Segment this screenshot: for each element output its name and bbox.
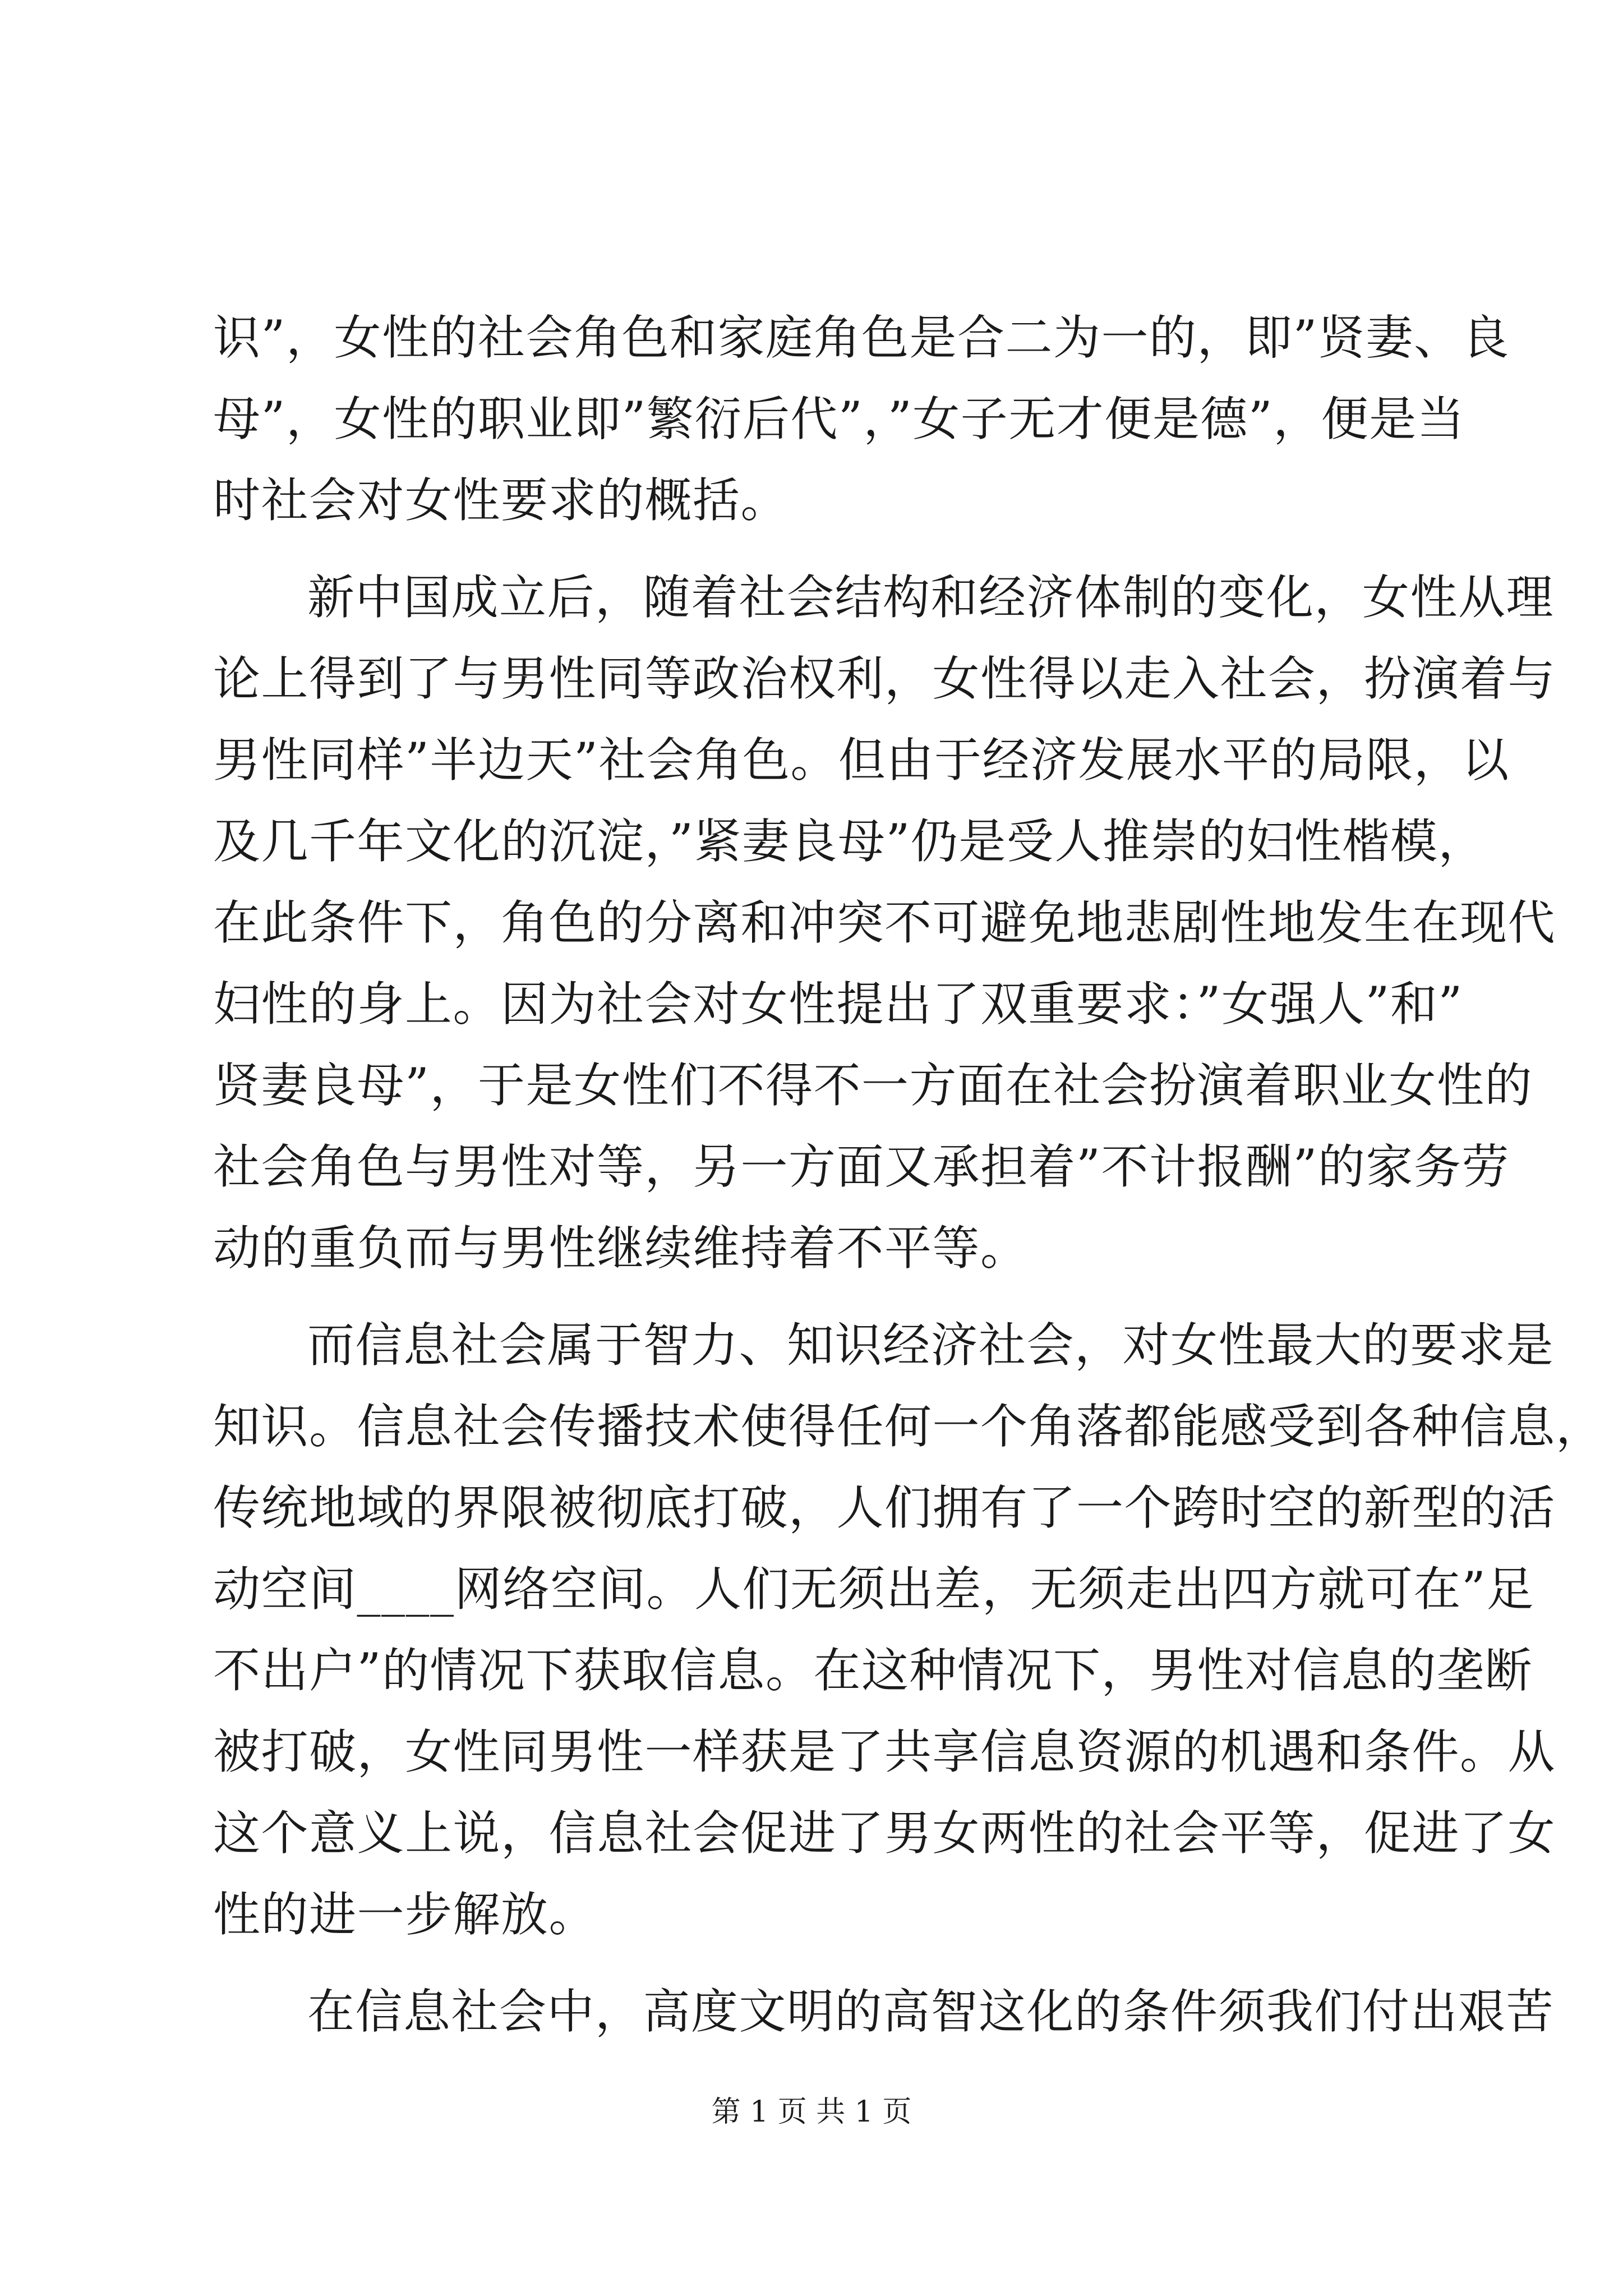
text-line: 知识。信息社会传播技术使得任何一个角落都能感受到各种信息， [213, 1399, 1604, 1454]
paragraph [213, 297, 1510, 541]
text-line: 被打破，女性同男性一样获是了共享信息资源的机遇和条件。从 [213, 1724, 1556, 1779]
text-line: 在信息社会中，高度文明的高智这化的条件须我们付出艰苦 [307, 1984, 1555, 2039]
page-footer: 第 1 页 共 1 页 [711, 2095, 912, 2129]
text-line: 而信息社会属于智力、知识经济社会，对女性最大的要求是 [307, 1318, 1555, 1373]
text-line: 新中国成立后，随着社会结构和经济体制的变化，女性从理 [307, 570, 1555, 625]
paragraph [213, 557, 1556, 1289]
text-line: 传统地域的界限被彻底打破，人们拥有了一个跨时空的新型的活 [213, 1480, 1556, 1535]
text-line: 时社会对女性要求的概括。 [213, 473, 789, 528]
text-line: 在此条件下，角色的分离和冲突不可避免地悲剧性地发生在现代 [213, 895, 1556, 950]
text-line: 妇性的身上。因为社会对女性提出了双重要求：”女强人”和” [213, 977, 1463, 1032]
text-line: 性的进一步解放。 [213, 1887, 597, 1942]
document-body [213, 297, 1604, 2053]
text-line: 贤妻良母”，于是女性们不得不一方面在社会扮演着职业女性的 [213, 1058, 1533, 1113]
text-line: 及几千年文化的沉淀，”紧妻良母”仍是受人推崇的妇性楷模， [213, 814, 1486, 869]
paragraph [213, 1971, 1555, 2053]
text-line: 这个意义上说，信息社会促进了男女两性的社会平等，促进了女 [213, 1806, 1556, 1861]
text-line: 社会角色与男性对等，另一方面又承担着”不计报酬”的家务劳 [213, 1139, 1510, 1194]
text-line: 男性同样”半边天”社会角色。但由于经济发展水平的局限，以 [213, 733, 1510, 788]
paragraph [213, 1305, 1604, 1955]
text-line: 论上得到了与男性同等政治权利，女性得以走入社会，扮演着与 [213, 651, 1556, 706]
text-line: 母”，女性的职业即”繁衍后代”，”女子无才便是德”，便是当 [213, 392, 1465, 447]
text-line: 不出户”的情况下获取信息。在这种情况下，男性对信息的垄断 [213, 1643, 1533, 1698]
text-line: 识”，女性的社会角色和家庭角色是合二为一的，即”贤妻、良 [213, 310, 1510, 365]
text-line: 动空间____网络空间。人们无须出差，无须走出四方就可在”足 [213, 1562, 1534, 1617]
text-line: 动的重负而与男性继续维持着不平等。 [213, 1221, 1029, 1276]
